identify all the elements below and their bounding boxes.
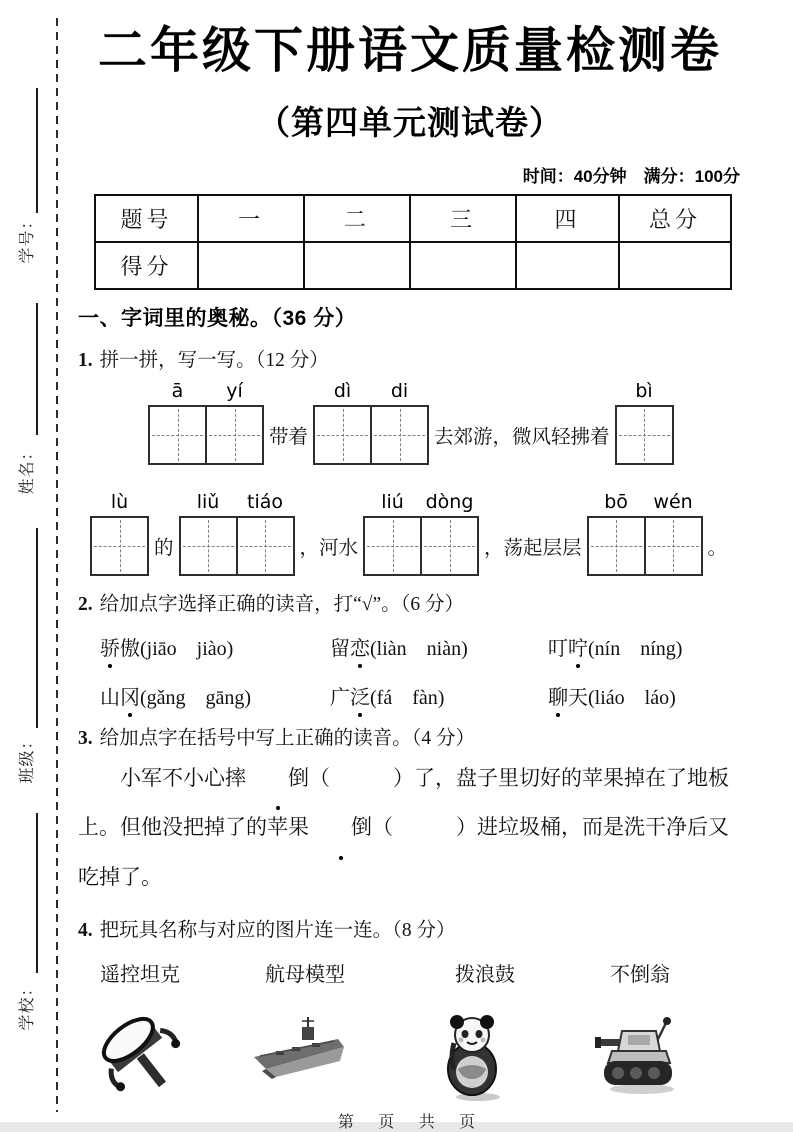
binding-dashed-line xyxy=(56,18,58,1112)
pinyin-label xyxy=(148,380,264,402)
tian-cell xyxy=(150,407,205,463)
paper-content xyxy=(78,0,742,1132)
score-table xyxy=(94,194,732,290)
q2-item: 山冈(gǎng gāng) xyxy=(100,681,330,710)
school-blank-line xyxy=(36,813,38,973)
dotted-character: 骄 xyxy=(100,632,120,661)
score-table-header-cell: 四 xyxy=(516,195,619,242)
tian-cell xyxy=(589,518,644,574)
class-blank-line xyxy=(36,528,38,728)
q1-fill-line-1 xyxy=(78,380,742,465)
toy-label-tumbler: 不倒翁 xyxy=(610,963,670,986)
pinyin-syllable: tiáo xyxy=(247,490,284,513)
writing-grid xyxy=(615,405,674,465)
score-empty-cell xyxy=(304,242,410,289)
dotted-character: 冈 xyxy=(120,681,140,710)
q4-toy-images xyxy=(78,1009,742,1101)
q1-joiner-text: 去郊游，微风轻拂着 xyxy=(434,426,610,448)
pinyin-label xyxy=(90,491,149,513)
tian-cell xyxy=(617,407,672,463)
q3-paragraph: 小军不小心摔 倒（ ）了，盘子里切好的苹果掉在了地板上。但他没把掉了的苹果 倒（ ）进垃圾桶，而是洗干净后又吃掉了。 xyxy=(78,754,742,902)
tian-cell xyxy=(370,407,427,463)
page-footer: 第 页 共 页 xyxy=(337,1113,483,1131)
score-table-score-row xyxy=(95,242,731,289)
q4-toy-labels xyxy=(78,958,742,985)
paper-subtitle: （第四单元测试卷） xyxy=(257,103,563,141)
dotted-character: 恋 xyxy=(350,632,370,661)
q1-joiner-text: 。 xyxy=(707,537,728,559)
pinyin-label xyxy=(179,491,295,513)
score-table-header-cell: 题号 xyxy=(95,195,198,242)
q1-grid-group-liudong xyxy=(363,491,479,576)
q1-title xyxy=(78,344,742,372)
pinyin-syllable: yí xyxy=(226,379,243,402)
writing-grid xyxy=(313,405,429,465)
toy-label-carrier-model: 航母模型 xyxy=(265,963,345,986)
toy-label-rattle-drum: 拨浪鼓 xyxy=(455,963,515,986)
q2-word-grid xyxy=(78,632,742,710)
score-empty-cell xyxy=(516,242,619,289)
q1-joiner-text: 的 xyxy=(154,537,174,559)
score-table-header-cell: 三 xyxy=(410,195,516,242)
score-empty-cell xyxy=(410,242,516,289)
writing-grid xyxy=(90,516,149,576)
pinyin-syllable: liú xyxy=(381,490,404,513)
student-number-label: 学号： xyxy=(19,212,36,264)
q1-number: 1. xyxy=(78,349,93,371)
tian-cell xyxy=(644,518,701,574)
q3-text: 给加点字在括号中写上正确的读音。（4 分） xyxy=(99,727,476,749)
pinyin-syllable: bō xyxy=(604,490,628,513)
q1-grid-group-ayi xyxy=(148,380,264,465)
score-row-label: 得分 xyxy=(95,242,198,289)
q2-item: 叮咛(nín níng) xyxy=(548,632,742,661)
student-name-blank-line xyxy=(36,303,38,435)
q2-item: 广泛(fá fàn) xyxy=(330,681,548,710)
score-table-header-cell: 总分 xyxy=(619,195,731,242)
pinyin-syllable: ā xyxy=(171,379,184,402)
pinyin-syllable: dòng xyxy=(425,490,474,513)
pinyin-label xyxy=(313,380,429,402)
tian-cell xyxy=(420,518,477,574)
school-label: 学校： xyxy=(19,979,36,1031)
pinyin-syllable: wén xyxy=(653,490,693,513)
score-table-header-cell: 一 xyxy=(198,195,304,242)
q2-text: 给加点字选择正确的读音，打“√”。（6 分） xyxy=(99,593,465,615)
q2-item: 留恋(liàn niàn) xyxy=(330,632,548,661)
q2-item: 骄傲(jiāo jiào) xyxy=(100,632,330,661)
score-empty-cell xyxy=(198,242,304,289)
q3-title xyxy=(78,722,742,750)
pinyin-label xyxy=(587,491,703,513)
writing-grid xyxy=(179,516,295,576)
q1-joiner-text: ，河水 xyxy=(299,537,359,559)
q4-text: 把玩具名称与对应的图片连一连。（8 分） xyxy=(99,919,456,941)
q1-grid-group-liutiao xyxy=(179,491,295,576)
section1-heading: 一、字词里的奥秘。（36 分） xyxy=(78,306,357,330)
class-label: 班级： xyxy=(19,732,36,784)
rattle-drum-image xyxy=(92,1009,187,1101)
score-table-header-row xyxy=(95,195,731,242)
pinyin-label xyxy=(615,380,674,402)
q4-number: 4. xyxy=(78,919,93,941)
toy-label-remote-tank: 遥控坦克 xyxy=(100,963,180,986)
pinyin-syllable: dì xyxy=(333,379,352,402)
writing-grid xyxy=(587,516,703,576)
paper-title: 二年级下册语文质量检测卷 xyxy=(97,24,722,78)
tian-cell xyxy=(181,518,236,574)
writing-grid xyxy=(363,516,479,576)
writing-grid xyxy=(148,405,264,465)
dotted-character: 泛 xyxy=(350,681,370,710)
q1-joiner-text: 带着 xyxy=(269,426,309,448)
q3-number: 3. xyxy=(78,727,93,749)
q1-joiner-text: ，荡起层层 xyxy=(484,537,582,559)
dotted-character: 倒 xyxy=(309,803,372,852)
aircraft-carrier-image xyxy=(246,1009,351,1101)
dotted-character: 咛 xyxy=(568,632,588,661)
pinyin-syllable: liǔ xyxy=(196,490,220,513)
student-name-label: 姓名： xyxy=(19,443,36,495)
toy-tank-image xyxy=(590,1009,685,1101)
q1-text: 拼一拼，写一写。（12 分） xyxy=(99,349,329,371)
q1-grid-group-didi xyxy=(313,380,429,465)
q1-grid-group-bi xyxy=(615,380,674,465)
pinyin-syllable: lù xyxy=(110,490,129,513)
tian-cell xyxy=(205,407,262,463)
q2-title xyxy=(78,588,742,616)
score-empty-cell xyxy=(619,242,731,289)
student-number-blank-line xyxy=(36,88,38,213)
time-score-info: 时间：40分钟 满分：100分 xyxy=(522,166,740,186)
q2-number: 2. xyxy=(78,593,93,615)
tian-cell xyxy=(315,407,370,463)
dotted-character: 聊 xyxy=(548,681,568,710)
pinyin-syllable: bì xyxy=(635,379,653,402)
pinyin-syllable: di xyxy=(390,379,409,402)
pinyin-label xyxy=(363,491,479,513)
q1-grid-group-bowen xyxy=(587,491,703,576)
tian-cell xyxy=(236,518,293,574)
q4-title xyxy=(78,914,742,942)
q1-fill-line-2 xyxy=(78,491,742,576)
dotted-character: 倒 xyxy=(246,754,309,803)
q1-grid-group-lu xyxy=(90,491,149,576)
tian-cell xyxy=(92,518,147,574)
panda-tumbler-image xyxy=(434,1009,514,1104)
score-table-header-cell: 二 xyxy=(304,195,410,242)
q2-item: 聊天(liáo láo) xyxy=(548,681,742,710)
tian-cell xyxy=(365,518,420,574)
